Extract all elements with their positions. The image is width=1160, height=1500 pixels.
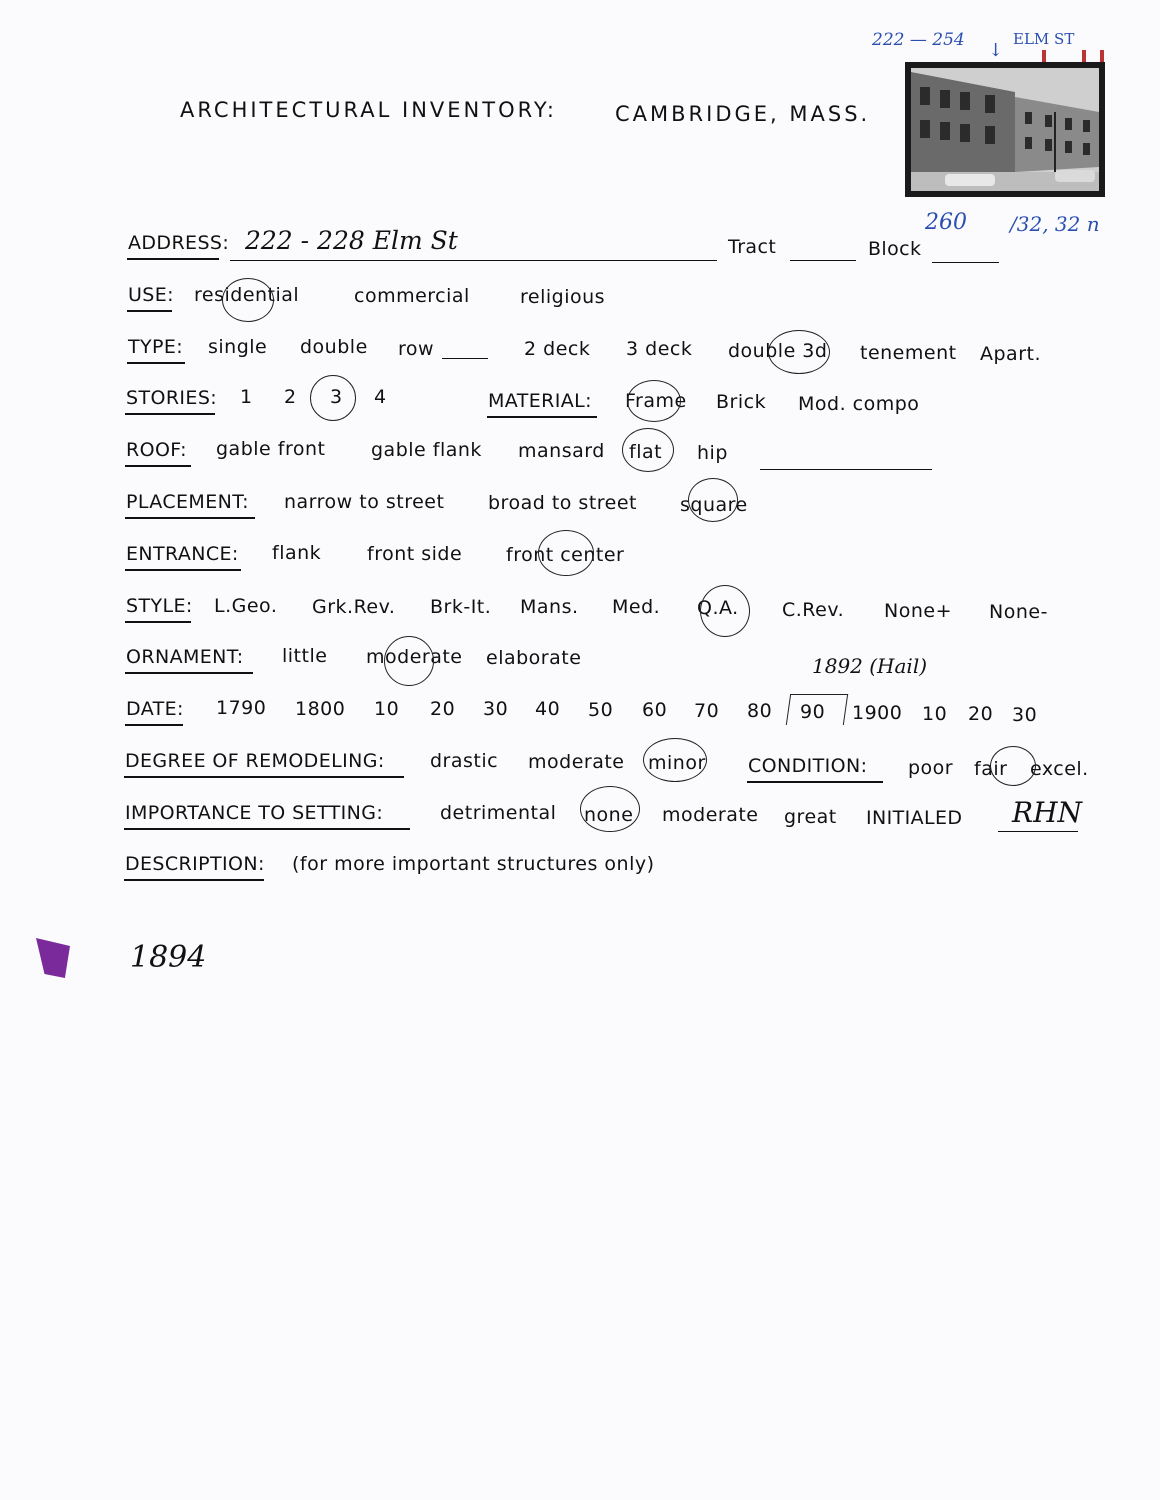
roof-label: ROOF: <box>126 439 187 461</box>
tract-field-line <box>790 260 856 261</box>
date-option: 60 <box>642 699 668 721</box>
date-option: 10 <box>374 698 400 720</box>
stories-option: 1 <box>240 386 253 408</box>
label-underline <box>125 621 191 623</box>
type-option: tenement <box>860 342 957 364</box>
purple-marker-mark <box>36 938 70 978</box>
style-option: Q.A. <box>697 597 739 619</box>
photo-range-note: 222 — 254 <box>872 30 965 50</box>
label-underline <box>125 569 241 571</box>
label-underline <box>125 517 255 519</box>
date-bracket-mark <box>786 694 848 725</box>
use-label: USE: <box>128 284 174 306</box>
entrance-option: flank <box>272 542 322 564</box>
placement-option: narrow to street <box>284 491 445 513</box>
entrance-option: front side <box>367 543 463 565</box>
date-note: 1892 (Hail) <box>812 654 928 678</box>
ornament-option: moderate <box>366 646 463 668</box>
stories-option: 3 <box>330 386 343 408</box>
style-option: Mans. <box>520 596 579 618</box>
date-option: 80 <box>747 700 773 722</box>
label-underline <box>125 465 191 467</box>
importance-label: IMPORTANCE TO SETTING: <box>125 802 384 824</box>
photo-ref-left: 260 <box>925 210 967 235</box>
type-option: 2 deck <box>524 338 591 360</box>
label-underline <box>125 724 183 726</box>
type-label: TYPE: <box>128 336 184 358</box>
label-underline <box>124 776 404 778</box>
roof-option: mansard <box>518 440 605 462</box>
inventory-title: ARCHITECTURAL INVENTORY: <box>180 98 557 122</box>
ornament-option: little <box>282 645 328 667</box>
roof-other-line <box>760 469 932 470</box>
label-underline <box>487 416 597 418</box>
material-label: MATERIAL: <box>488 390 592 412</box>
material-option: Frame <box>625 390 687 412</box>
style-option: C.Rev. <box>782 599 845 621</box>
remodeling-option: moderate <box>528 751 625 773</box>
date-option: 1790 <box>216 697 267 719</box>
label-underline <box>124 828 410 830</box>
placement-label: PLACEMENT: <box>126 491 249 513</box>
importance-option: detrimental <box>440 802 557 824</box>
type-option: single <box>208 336 268 358</box>
remodeling-label: DEGREE OF REMODELING: <box>125 750 385 772</box>
style-option: Grk.Rev. <box>312 596 396 618</box>
remodeling-option: drastic <box>430 750 499 772</box>
stories-option: 4 <box>374 386 387 408</box>
type-option: Apart. <box>980 343 1042 365</box>
style-option: L.Geo. <box>214 595 278 617</box>
placement-option: broad to street <box>488 492 638 514</box>
condition-label: CONDITION: <box>748 755 868 777</box>
roof-option: gable flank <box>371 439 482 461</box>
entrance-option: front center <box>506 544 625 566</box>
tract-label: Tract <box>728 236 777 258</box>
description-handwritten: 1894 <box>130 940 207 975</box>
date-option: 10 <box>922 703 948 725</box>
label-underline <box>127 310 172 312</box>
roof-option: flat <box>629 441 663 463</box>
date-option: 20 <box>430 698 456 720</box>
date-option: 50 <box>588 699 614 721</box>
label-underline <box>127 362 185 364</box>
label-underline <box>125 672 253 674</box>
initialed-field-line <box>998 831 1078 832</box>
date-option: 30 <box>483 698 509 720</box>
stories-option: 2 <box>284 386 297 408</box>
date-option: 30 <box>1012 704 1038 726</box>
initialed-label: INITIALED <box>866 807 963 829</box>
material-option: Brick <box>716 391 767 413</box>
type-option: 3 deck <box>626 338 693 360</box>
importance-option: none <box>584 804 634 826</box>
use-option: commercial <box>354 285 470 307</box>
condition-option: excel. <box>1030 758 1089 780</box>
style-label: STYLE: <box>126 595 193 617</box>
material-option: Mod. compo <box>798 393 920 415</box>
photo-ref-right: /32, 32 n <box>1010 212 1100 236</box>
use-option: religious <box>520 286 606 308</box>
type-option: double 3d <box>728 340 828 362</box>
date-option: 90 <box>800 701 826 723</box>
label-underline <box>124 879 264 881</box>
address-value: 222 - 228 Elm St <box>245 226 458 255</box>
description-label: DESCRIPTION: <box>125 853 265 875</box>
type-option: row <box>398 338 435 360</box>
label-underline <box>125 413 215 415</box>
date-option: 20 <box>968 703 994 725</box>
style-option: None+ <box>884 600 952 622</box>
location-title: CAMBRIDGE, MASS. <box>615 102 871 126</box>
entrance-label: ENTRANCE: <box>126 543 239 565</box>
block-field-line <box>932 262 999 263</box>
date-option: 40 <box>535 698 561 720</box>
stories-label: STORIES: <box>126 387 218 409</box>
condition-option: fair <box>974 758 1008 780</box>
label-underline <box>747 781 883 783</box>
label-underline <box>127 258 219 260</box>
arrow-down-icon: ↓ <box>988 40 1004 61</box>
block-label: Block <box>868 238 922 260</box>
building-photo <box>905 62 1105 197</box>
roof-option: gable front <box>216 438 326 460</box>
roof-option: hip <box>697 442 728 464</box>
use-option: residential <box>194 284 300 306</box>
ornament-label: ORNAMENT: <box>126 646 244 668</box>
date-label: DATE: <box>126 698 184 720</box>
style-option: None- <box>989 601 1048 623</box>
address-label: ADDRESS: <box>128 232 230 254</box>
remodeling-option: minor <box>648 752 706 774</box>
style-option: Med. <box>612 596 661 618</box>
type-option: double <box>300 336 368 358</box>
style-option: Brk-It. <box>430 596 492 618</box>
photo-street-note: ELM ST <box>1013 30 1075 48</box>
description-note: (for more important structures only) <box>292 853 655 875</box>
importance-option: moderate <box>662 804 759 826</box>
placement-option: square <box>680 494 748 516</box>
initialed-value: RHN <box>1012 796 1082 829</box>
row-field-line <box>442 358 488 359</box>
date-option: 1800 <box>295 698 346 720</box>
ornament-option: elaborate <box>486 647 582 669</box>
date-option: 1900 <box>852 702 903 724</box>
importance-option: great <box>784 806 837 828</box>
condition-option: poor <box>908 757 954 779</box>
date-option: 70 <box>694 700 720 722</box>
address-field-line <box>230 260 717 261</box>
